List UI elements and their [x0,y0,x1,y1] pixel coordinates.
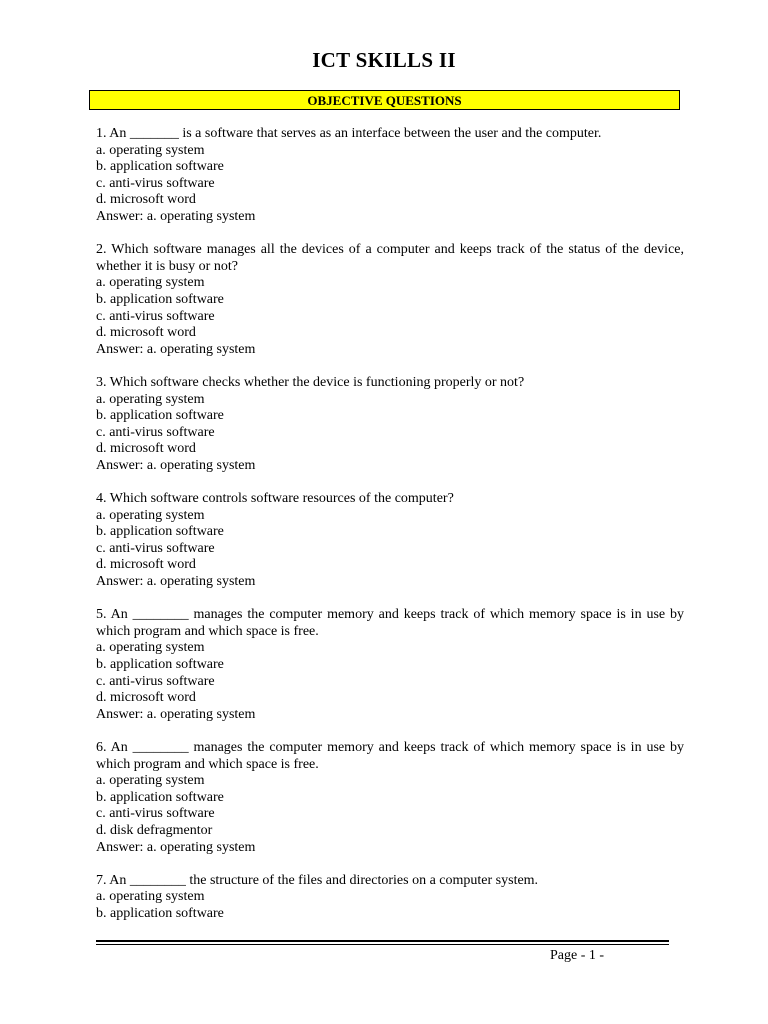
answer-line: Answer: a. operating system [96,706,256,722]
answer-line: Answer: a. operating system [96,208,256,224]
answer-option: a. operating system [96,773,205,789]
answer-option: d. microsoft word [96,441,196,457]
answer-option: b. application software [96,657,224,672]
answer-option: b. application software [96,291,224,307]
answer-option: d. microsoft word [96,690,196,706]
section-banner: OBJECTIVE QUESTIONS [89,90,680,110]
answer-line: Answer: a. operating system [96,574,256,590]
answer-option: d. microsoft word [96,192,196,208]
question-block [96,607,684,723]
question-text: 1. An _______ is a software that serves as an interface between the user and the computer. [96,126,602,141]
answer-option: c. anti-virus software [96,540,215,556]
question-block [96,740,684,856]
answer-option: c. anti-virus software [96,806,215,822]
answer-option: a. operating system [96,889,205,905]
question-text: 6. An ________ manages the computer memory and keeps track of which memory space is in use by which program and which space is free. [96,739,684,772]
page-title: ICT SKILLS II [312,48,456,72]
answer-option: b. application software [96,789,224,805]
question-list [96,126,684,939]
question-text: 7. An ________ the structure of the files and directories on a computer system. [96,872,539,888]
answer-option: d. disk defragmentor [96,822,213,838]
question-block [96,873,684,923]
answer-option: c. anti-virus software [96,308,215,324]
answer-line: Answer: a. operating system [96,839,256,855]
question-block [96,126,684,226]
answer-option: c. anti-virus software [96,424,215,440]
question-block [96,491,684,591]
answer-line: Answer: a. operating system [96,457,256,473]
question-block [96,375,684,475]
page-number: Page - 1 - [550,948,605,963]
question-text: 5. An ________ manages the computer memory and keeps track of which memory space is in use by which program and which space is free. [96,607,684,639]
question-text: 4. Which software controls software resources of the computer? [96,491,454,507]
answer-option: a. operating system [96,275,205,291]
answer-option: a. operating system [96,142,205,158]
answer-option: d. microsoft word [96,557,196,573]
answer-option: d. microsoft word [96,325,196,341]
question-text: 3. Which software checks whether the device is functioning properly or not? [96,374,525,390]
answer-option: a. operating system [96,391,205,407]
answer-option: b. application software [96,408,224,424]
answer-option: c. anti-virus software [96,673,215,689]
question-block [96,242,684,358]
footer-divider [96,940,669,945]
answer-option: c. anti-virus software [96,175,215,191]
question-text: 2. Which software manages all the devices of a computer and keeps track of the status of the device, whether it is busy or not? [96,242,684,274]
answer-line: Answer: a. operating system [96,341,256,357]
answer-option: a. operating system [96,507,205,523]
answer-option: b. application software [96,159,224,175]
answer-option: b. application software [96,524,224,540]
answer-option: a. operating system [96,640,205,656]
answer-option: b. application software [96,905,224,921]
